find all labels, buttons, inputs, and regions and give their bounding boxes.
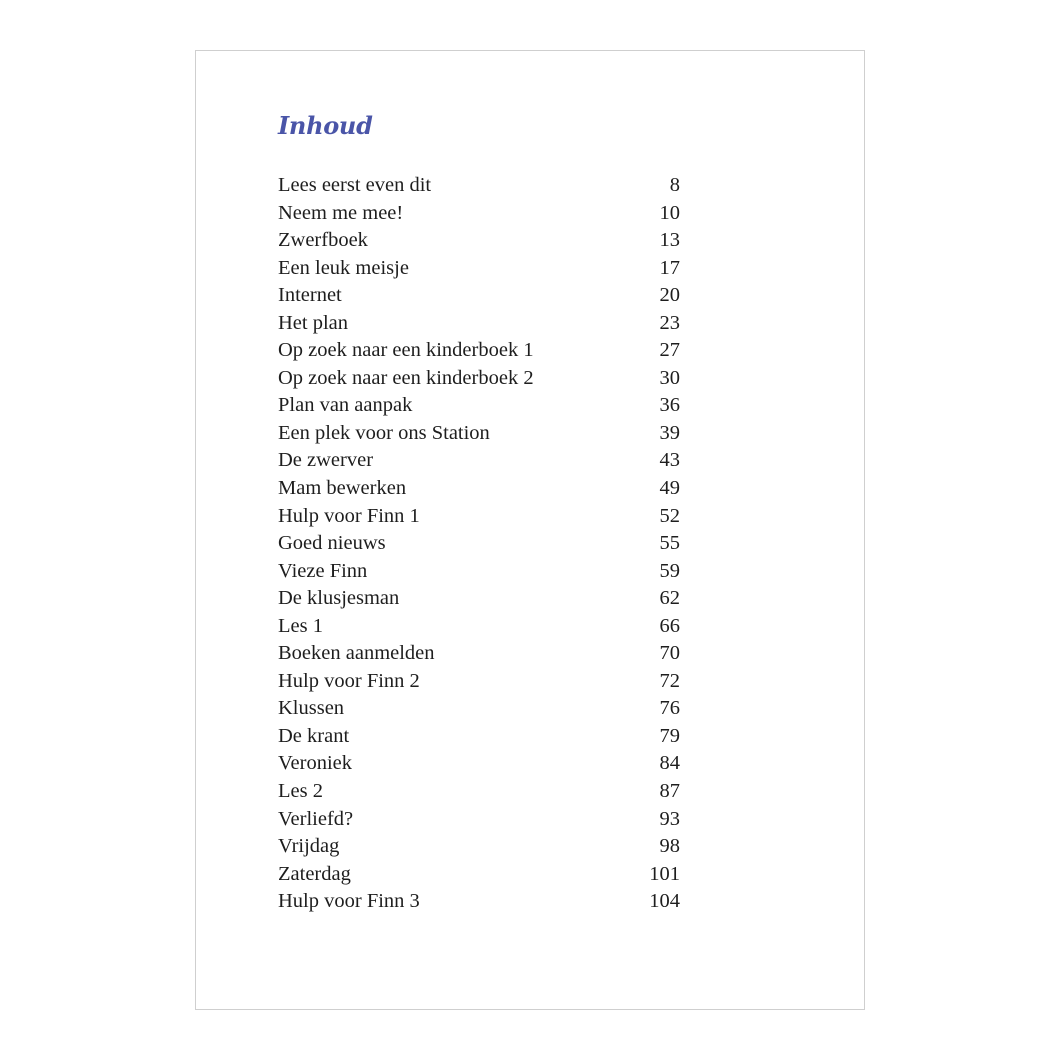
toc-entry: [278, 255, 680, 283]
toc-page-number: 87: [659, 780, 680, 803]
toc-chapter-title: Zaterdag: [278, 862, 351, 885]
toc-chapter-title: Goed nieuws: [278, 532, 386, 555]
toc-entry: [278, 558, 680, 586]
toc-page-number: 20: [659, 284, 680, 307]
toc-entry: [278, 282, 680, 310]
toc-entry: [278, 585, 680, 613]
toc-chapter-title: Een leuk meisje: [278, 256, 409, 279]
toc-page-number: 55: [659, 532, 680, 555]
toc-entry: [278, 695, 680, 723]
toc-entry: [278, 723, 680, 751]
toc-page-number: 17: [659, 256, 680, 279]
toc-chapter-title: Neem me mee!: [278, 201, 404, 224]
toc-page-number: 10: [659, 201, 680, 224]
toc-page-number: 30: [659, 366, 680, 389]
toc-chapter-title: Vieze Finn: [278, 559, 368, 582]
toc-entry: [278, 337, 680, 365]
toc-entry: [278, 172, 680, 200]
toc-chapter-title: Een plek voor ons Station: [278, 421, 490, 444]
toc-page-number: 84: [659, 752, 680, 775]
toc-page-number: 72: [659, 669, 680, 692]
toc-chapter-title: Plan van aanpak: [278, 394, 413, 417]
toc-chapter-title: Internet: [278, 284, 342, 307]
toc-chapter-title: Hulp voor Finn 1: [278, 504, 420, 527]
toc-page-number: 13: [659, 229, 680, 252]
toc-entry: [278, 392, 680, 420]
toc-page-number: 62: [659, 587, 680, 610]
toc-chapter-title: De zwerver: [278, 449, 374, 472]
toc-entry: [278, 200, 680, 228]
toc-entry: [278, 833, 680, 861]
toc-page-number: 66: [659, 614, 680, 637]
toc-chapter-title: De krant: [278, 724, 350, 747]
toc-entry: [278, 750, 680, 778]
toc-entry: [278, 888, 680, 916]
toc-chapter-title: Hulp voor Finn 3: [278, 890, 420, 913]
toc-page-number: 93: [659, 807, 680, 830]
toc-page-number: 98: [659, 835, 680, 858]
toc-page-number: 70: [659, 642, 680, 665]
toc-page-number: 39: [659, 421, 680, 444]
toc-entry: [278, 861, 680, 889]
toc-chapter-title: Lees eerst even dit: [278, 174, 432, 196]
toc-page-number: 36: [659, 394, 680, 417]
toc-entry: [278, 310, 680, 338]
toc-entry: [278, 613, 680, 641]
toc-entry: [278, 227, 680, 255]
toc-entry: [278, 475, 680, 503]
page-title: Inhoud: [278, 111, 373, 140]
toc-page-number: 52: [659, 504, 680, 527]
toc-chapter-title: Les 2: [278, 780, 323, 803]
toc-chapter-title: Klussen: [278, 697, 345, 720]
toc-entry: [278, 420, 680, 448]
toc-entry: [278, 806, 680, 834]
toc-page-number: 43: [659, 449, 680, 472]
toc-page-number: 104: [649, 890, 680, 913]
toc-chapter-title: Veroniek: [278, 752, 353, 775]
toc-entry: [278, 365, 680, 393]
table-of-contents: [278, 172, 680, 916]
toc-chapter-title: De klusjesman: [278, 587, 400, 610]
toc-chapter-title: Zwerfboek: [278, 229, 368, 252]
toc-page-number: 23: [659, 311, 680, 334]
toc-entry: [278, 530, 680, 558]
toc-chapter-title: Het plan: [278, 311, 349, 334]
toc-entry: [278, 778, 680, 806]
toc-entry: [278, 668, 680, 696]
toc-chapter-title: Vrijdag: [278, 835, 340, 858]
toc-chapter-title: Boeken aanmelden: [278, 642, 435, 665]
toc-page-number: 101: [649, 862, 680, 885]
toc-entry: [278, 447, 680, 475]
toc-entry: [278, 640, 680, 668]
toc-page-number: 79: [659, 724, 680, 747]
toc-chapter-title: Verliefd?: [278, 807, 354, 830]
toc-chapter-title: Les 1: [278, 614, 323, 637]
toc-page-number: 59: [659, 559, 680, 582]
toc-chapter-title: Hulp voor Finn 2: [278, 669, 420, 692]
toc-page-number: 27: [659, 339, 680, 362]
toc-chapter-title: Op zoek naar een kinderboek 1: [278, 339, 534, 362]
toc-chapter-title: Op zoek naar een kinderboek 2: [278, 366, 534, 389]
toc-entry: [278, 503, 680, 531]
toc-page-number: 76: [659, 697, 680, 720]
toc-page-number: 49: [659, 477, 680, 500]
toc-chapter-title: Mam bewerken: [278, 477, 407, 500]
book-page: [195, 50, 865, 1010]
toc-page-number: 8: [669, 174, 680, 196]
